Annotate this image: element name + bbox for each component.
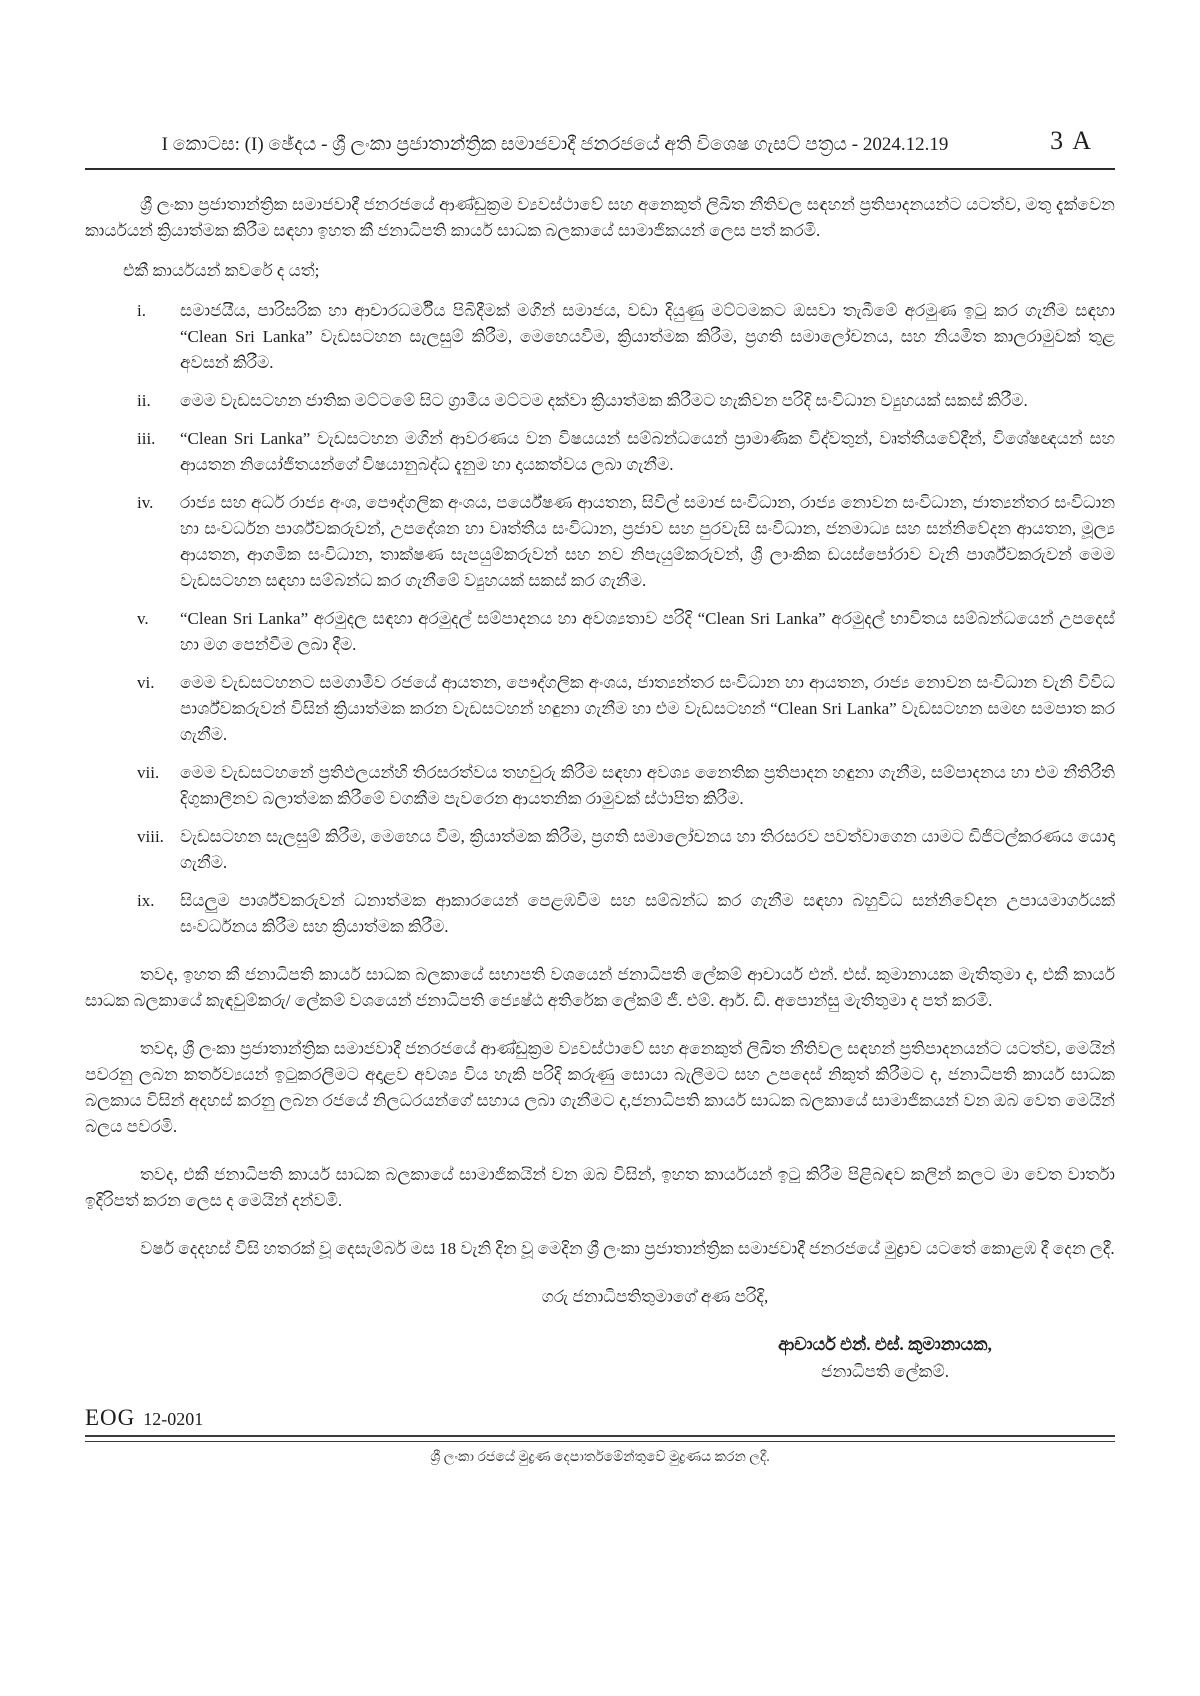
task-text: සියලුම පාර්ශ්වකරුවන් ධනාත්මක ආකාරයෙන් පෙළඹවීම සහ සම්බන්ධ කර ගැනීම සඳහා බහුවිධ සන්නිවේදන උපායමාර්ගයක් සංවර්ධනය කිරීම සහ ක්‍රියාත්මක කිරීම.: [180, 891, 1115, 936]
appointment-paragraph: තවද, ඉහත කී ජනාධිපති කාර්ය සාධක බලකායේ සභාපති වශයෙන් ජනාධිපති ලේකම් ආචාර්ය එන්. එස්. කුමානායක මැතිතුමා ද, එකී කාර්ය සාධක බලකායේ කැඳවුම්කරු/ ලේකම් වශයෙන් ජනාධිපති ජ්‍යෙෂ්ඨ අතිරේක ලේකම් ජී. එම්. ආර්. ඩී. අපොන්සු මැතිතුමා ද පත් කරමි.: [85, 965, 1115, 1010]
task-numeral: v.: [137, 609, 149, 628]
page-number: 3 A: [1050, 126, 1093, 155]
task-text: සමාජයීය, පාරිසරික හා ආචාරධර්මීය පිබිදීමක් මගින් සමාජය, වඩා දියුණු මට්ටමකට ඔසවා තැබීමේ අරමුණ ඉටු කර ගැනීම සඳහා “Clean Sri Lanka” වැඩසටහන සැලසුම් කිරීම, මෙහෙයවීම, ක්‍රියාත්මක කිරීම, ප්‍රගති සමාලෝචනය, සහ නියමිත කාලරාමුවක් තුළ අවසන් කිරීම.: [180, 301, 1115, 372]
page-header: [85, 126, 1115, 160]
task-numeral: ii.: [137, 391, 151, 410]
task-item: [85, 670, 1115, 748]
printer-imprint: ශ්‍රී ලංකා රජයේ මුද්‍රණ දෙපාර්තමේන්තුවේ මුද්‍රණය කරන ලදී.: [430, 1450, 770, 1465]
page-footer: [85, 1406, 1115, 1466]
date-seal-paragraph: වර්ෂ දෙදහස් විසි හතරක් වූ දෙසැම්බර් මස 18 වැනි දින වූ මෙදින ශ්‍රී ලංකා ප්‍රජාතාන්ත්‍රික සමාජවාදී ජනරජයේ මුද්‍රාව යටතේ කොළඹ දී දෙන ලදී.: [140, 1239, 1115, 1258]
task-item: [85, 606, 1115, 658]
task-list: [85, 298, 1115, 940]
signature-block: [675, 1330, 1095, 1386]
document-body: [85, 192, 1115, 1386]
eog-code: EOG: [85, 1405, 136, 1430]
task-item: [85, 426, 1115, 478]
gazette-header-title: I කොටස: (I) ඡේදය - ශ්‍රී ලංකා ප්‍රජාතාන්ත්‍රික සමාජවාදී ජනරජයේ අති විශෙෂ ගැසට් පත්‍රය - 2024.12.19: [161, 134, 949, 155]
task-numeral: i.: [137, 301, 146, 320]
eog-number: 12-0201: [143, 1409, 204, 1429]
eog-reference: [85, 1406, 1115, 1433]
task-item: [85, 824, 1115, 876]
task-text: රාජ්‍ය සහ අර්ධ රාජ්‍ය අංශ, පෞද්ගලික අංශය, පර්යේෂණ ආයතන, සිවිල් සමාජ සංවිධාන, රාජ්‍ය නොවන සංවිධාන, ජාත්‍යන්තර සංවිධාන හා සංවර්ධන පාර්ශ්වකරුවන්, උපදේශන හා වෘත්තීය සංවිධාන, ප්‍රජාව සහ පුරවැසි සංවිධාන, ජනමාධ්‍ය සහ සන්නිවේදන ආයතන, මූල්‍ය ආයතන, ආගමික සංවිධාන, තාක්ෂණ සැපයුම්කරුවන් සහ නව නිපැයුම්කරුවන්, ශ්‍රී ලාංකික ඩයස්පෝරාව වැනි පාර්ශ්වකරුවන් මෙම වැඩසටහන සඳහා සම්බන්ධ කර ගැනීමේ ව්‍යුහයක් සකස් කර ගැනීම.: [180, 493, 1115, 590]
task-numeral: iv.: [137, 493, 154, 512]
task-item: [85, 388, 1115, 414]
task-item: [85, 888, 1115, 940]
task-text: වැඩසටහන සැලසුම් කිරීම, මෙහෙය වීම, ක්‍රියාත්මක කිරීම, ප්‍රගති සමාලෝචනය හා තිරසරව පවත්වාගෙන යාමට ඩිජිටල්කරණය යොදා ගැනීම.: [180, 827, 1115, 872]
task-text: මෙම වැඩසටහනට සමගාමීව රජයේ ආයතන, පෞද්ගලික අංශය, ජාත්‍යන්තර සංවිධාන හා ආයතන, රාජ්‍ය නොවන සංවිධාන වැනි විවිධ පාර්ශ්වකරුවන් විසින් ක්‍රියාත්මක කරන වැඩසටහන් හඳුනා ගැනීම හා එම වැඩසටහන් “Clean Sri Lanka” වැඩසටහන සමඟ සමපාත කර ගැනීම.: [180, 673, 1115, 744]
task-text: “Clean Sri Lanka” වැඩසටහන මගින් ආවරණය වන විෂයයන් සම්බන්ධයෙන් ප්‍රාමාණික විද්වතුන්, වෘත්තීයවේදීන්, විශේෂඥයන් සහ ආයතන නියෝජිතයන්ගේ විෂයානුබද්ධ දැනුම හා දායකත්වය ලබා ගැනීම.: [180, 429, 1115, 474]
header-rule: [85, 168, 1115, 170]
task-text: මෙම වැඩසටහනේ ප්‍රතිඵලයන්හි තිරසරත්වය තහවුරු කිරීම සඳහා අවශ්‍ය නෛතික ප්‍රතිපාදන හඳුනා ගැනීම, සම්පාදනය හා එම නීතිරීති දිගුකාලීනව බලාත්මක කිරීමේ වගකීම පැවරෙන ආයතනික රාමුවක් ස්ථාපිත කිරීම.: [180, 763, 1115, 808]
task-numeral: vi.: [137, 673, 155, 692]
task-item: [85, 298, 1115, 376]
page-content: [85, 0, 1115, 1466]
intro-paragraph: ශ්‍රී ලංකා ප්‍රජාතාන්ත්‍රික සමාජවාදී ජනරජයේ ආණ්ඩුක්‍රම ව්‍යවස්ථාවේ සහ අනෙකුත් ලිඛිත නීතිවල සඳහන් ප්‍රතිපාදනයන්ට යටත්ව, මතු දැක්වෙන කාර්යයන් ක්‍රියාත්මක කිරීම සඳහා ඉහත කී ජනාධිපති කාර්ය සාධක බලකායේ සාමාජිකයන් ලෙස පත් කරමි.: [85, 195, 1115, 240]
task-item: [85, 760, 1115, 812]
task-text: “Clean Sri Lanka” අරමුදල සඳහා අරමුදල් සම්පාදනය හා අවශ්‍යතාව පරිදි “Clean Sri Lanka” අරමුදල් භාවිතය සම්බන්ධයෙන් උපදෙස් හා මග පෙන්වීම ලබා දීම.: [180, 609, 1115, 654]
footer-double-rule: [85, 1435, 1115, 1442]
task-numeral: iii.: [137, 429, 156, 448]
signatory-title: ජනාධිපති ලේකම්.: [821, 1362, 949, 1381]
tasks-lead: එකී කාර්යයන් කවරේ ද යත්;: [123, 261, 320, 280]
task-numeral: ix.: [137, 891, 155, 910]
empowerment-paragraph: තවද, ශ්‍රී ලංකා ප්‍රජාතාන්ත්‍රික සමාජවාදී ජනරජයේ ආණ්ඩුක්‍රම ව්‍යවස්ථාවේ සහ අනෙකුත් ලිඛිත නීතිවල සඳහන් ප්‍රතිපාදනයන්ට යටත්ව, මෙයින් පවරනු ලබන කර්තව්‍යයන් ඉටුකරලීමට අදාළව අවශ්‍ය විය හැකි පරිදි කරුණු සොයා බැලීමට සහ උපදෙස් නිකුත් කිරීමට ද, ජනාධිපති කාර්ය සාධක බලකාය විසින් අදහස් කරනු ලබන රජයේ නිලධරයන්ගේ සහාය ලබා ගැනීමට ද,ජනාධිපති කාර්ය සාධක බලකායේ සාමාජිකයන් වන ඔබ වෙත මෙයින් බලය පවරමි.: [85, 1039, 1115, 1136]
task-item: [85, 490, 1115, 594]
reporting-paragraph: තවද, එකී ජනාධිපති කාර්ය සාධක බලකායේ සාමාජිකයින් වන ඔබ විසින්, ඉහත කාර්යයන් ඉටු කිරීම පිළිබඳව කලින් කලට මා වෙත වාර්තා ඉදිරිපත් කරන ලෙස ද මෙයින් දන්වමි.: [85, 1165, 1115, 1210]
task-numeral: vii.: [137, 763, 160, 782]
task-numeral: viii.: [137, 827, 164, 846]
order-line: ගරු ජනාධිපතිතුමාගේ අණ පරිදි,: [541, 1287, 769, 1306]
task-text: මෙම වැඩසටහන ජාතික මට්ටමේ සිට ග්‍රාමීය මට්ටම දක්වා ක්‍රියාත්මක කිරීමට හැකිවන පරිදි සංවිධාන ව්‍යුහයක් සකස් කිරීම.: [180, 391, 1028, 410]
signatory-name: ආචාර්ය එන්. එස්. කුමානායක,: [778, 1334, 992, 1354]
